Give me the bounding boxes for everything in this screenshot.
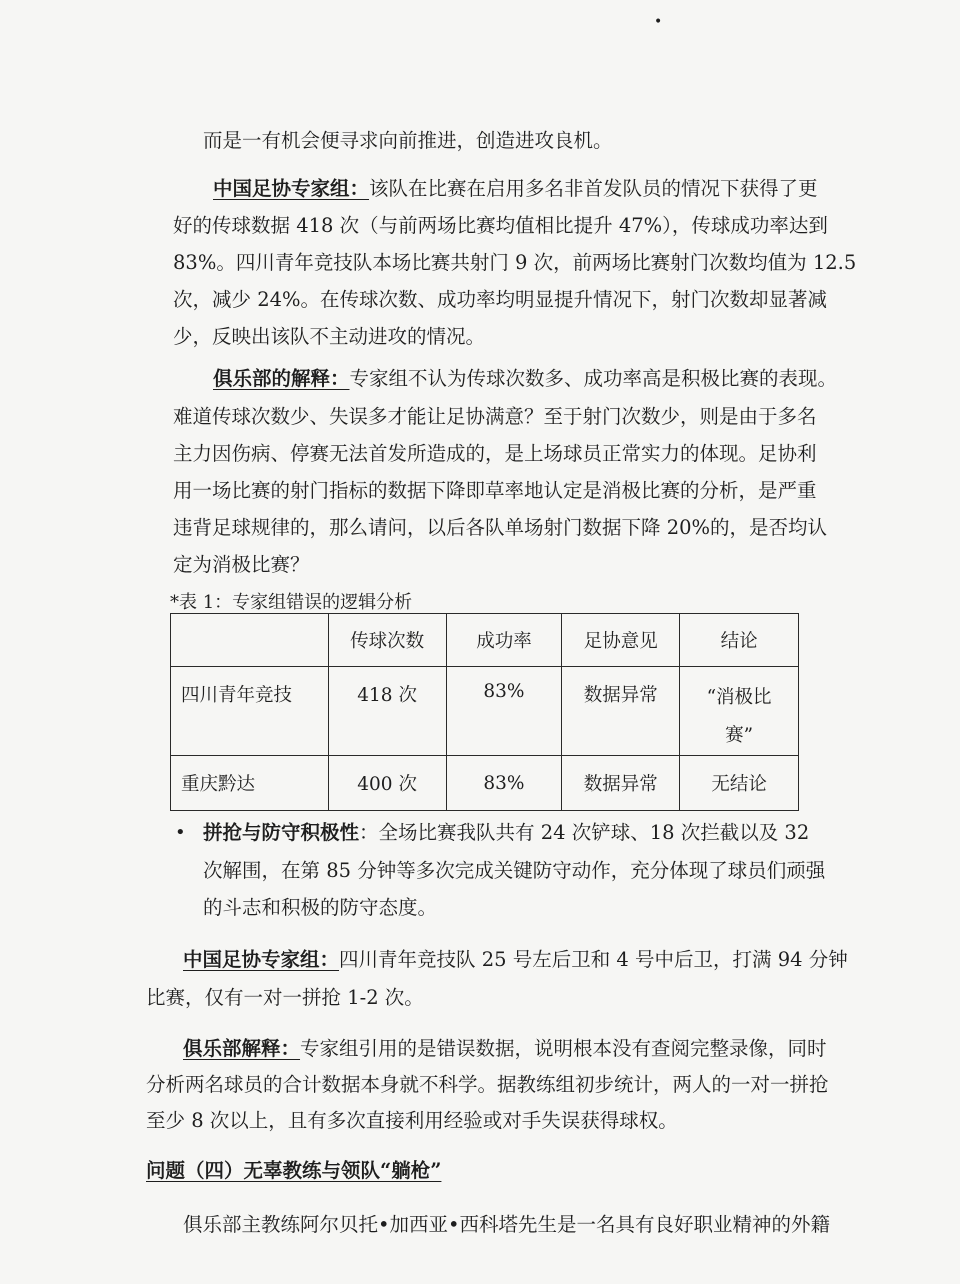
expert-group-label: 中国足协专家组：: [183, 948, 340, 971]
paragraph-line: 比赛，仅有一对一拼抢 1-2 次。: [146, 986, 424, 1009]
paragraph-line: 俱乐部的解释：专家组不认为传球次数多、成功率高是积极比赛的表现。: [213, 367, 838, 390]
paragraph-line: 次解围，在第 85 分钟等多次完成关键防守动作，充分体现了球员们顽强: [203, 859, 826, 882]
paragraph-line: 中国足协专家组：四川青年竞技队 25 号左后卫和 4 号中后卫，打满 94 分钟: [183, 948, 848, 971]
section-heading: 问题（四）无辜教练与领队“躺枪”: [146, 1159, 442, 1182]
table-header-empty: [171, 614, 329, 667]
table-header-success-rate: 成功率: [446, 614, 562, 667]
paragraph-line: 俱乐部解释：专家组引用的是错误数据，说明根本没有查阅完整录像，同时: [183, 1037, 827, 1060]
paragraph-line: 主力因伤病、停赛无法首发所造成的，是上场球员正常实力的体现。足协利: [173, 442, 817, 465]
stray-dot-mark: •: [654, 14, 663, 30]
paragraph-line: 违背足球规律的，那么请问，以后各队单场射门数据下降 20%的，是否均认: [173, 516, 828, 539]
passes-cell: 400 次: [328, 756, 446, 811]
analysis-table: [170, 613, 799, 811]
team-name-cell: 四川青年竞技: [171, 667, 329, 756]
paragraph-line: 定为消极比赛？: [173, 553, 310, 576]
table-row: [171, 756, 799, 811]
rate-cell: 83%: [446, 667, 562, 756]
paragraph-line: 中国足协专家组：该队在比赛在启用多名非首发队员的情况下获得了更: [213, 177, 818, 200]
rate-cell: 83%: [446, 756, 562, 811]
table-caption: *表 1：专家组错误的逻辑分析: [170, 592, 413, 613]
bullet-label: 拼抢与防守积极性: [203, 821, 360, 844]
paragraph-line: 而是一有机会便寻求向前推进，创造进攻良机。: [203, 129, 613, 152]
table-header-cfa-opinion: 足协意见: [562, 614, 680, 667]
paragraph-line: 分析两名球员的合计数据本身就不科学。据教练组初步统计，两人的一对一拼抢: [146, 1073, 829, 1096]
opinion-cell: 数据异常: [562, 756, 680, 811]
table-header-conclusion: 结论: [680, 614, 799, 667]
opinion-cell: 数据异常: [562, 667, 680, 756]
conclusion-cell: “消极比 赛”: [680, 667, 799, 756]
paragraph-line: 少，反映出该队不主动进攻的情况。: [173, 325, 486, 348]
table-header-passes: 传球次数: [328, 614, 446, 667]
paragraph-line: 难道传球次数少、失误多才能让足协满意？至于射门次数少，则是由于多名: [173, 405, 817, 428]
bullet-icon: •: [175, 822, 186, 843]
paragraph-line: 83%。四川青年竞技队本场比赛共射门 9 次，前两场比赛射门次数均值为 12.5: [173, 251, 857, 274]
paragraph-line: 拼抢与防守积极性：全场比赛我队共有 24 次铲球、18 次拦截以及 32: [203, 821, 810, 844]
table-header-row: [171, 614, 799, 667]
team-name-cell: 重庆黔达: [171, 756, 329, 811]
expert-group-label: 中国足协专家组：: [213, 177, 370, 200]
paragraph-line: 俱乐部主教练阿尔贝托•加西亚•西科塔先生是一名具有良好职业精神的外籍: [183, 1213, 831, 1236]
conclusion-cell: 无结论: [680, 756, 799, 811]
paragraph-line: 用一场比赛的射门指标的数据下降即草率地认定是消极比赛的分析，是严重: [173, 479, 817, 502]
table-row: [171, 667, 799, 756]
paragraph-line: 好的传球数据 418 次（与前两场比赛均值相比提升 47%），传球成功率达到: [173, 214, 828, 237]
club-explanation-label: 俱乐部解释：: [183, 1037, 301, 1060]
paragraph-line: 的斗志和积极的防守态度。: [203, 896, 438, 919]
paragraph-line: 至少 8 次以上，且有多次直接利用经验或对手失误获得球权。: [146, 1109, 678, 1132]
paragraph-line: 次，减少 24%。在传球次数、成功率均明显提升情况下，射门次数却显著减: [173, 288, 828, 311]
passes-cell: 418 次: [328, 667, 446, 756]
club-explanation-label: 俱乐部的解释：: [213, 367, 350, 390]
